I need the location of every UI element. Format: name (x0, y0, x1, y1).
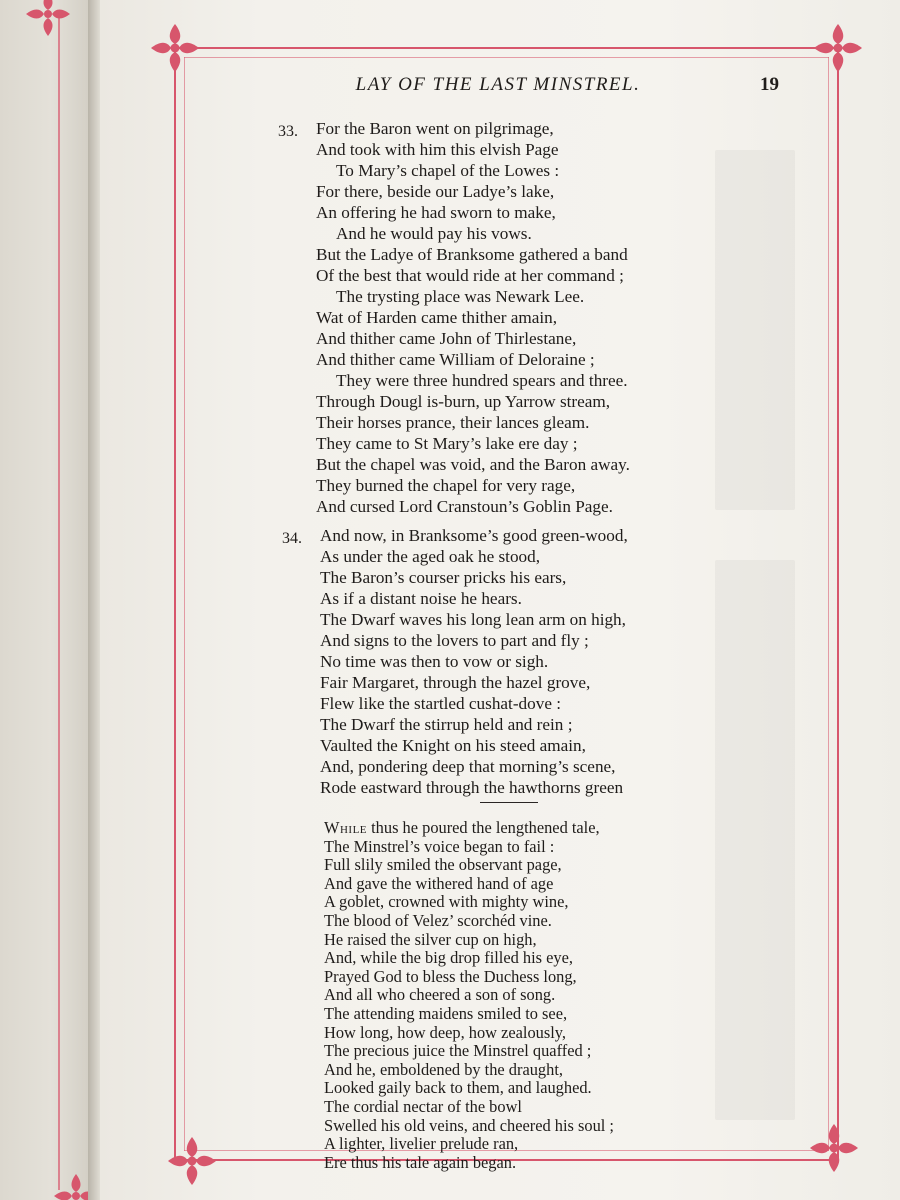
verse-line: No time was then to vow or sigh. (320, 652, 549, 671)
corner-ornament-top-right-icon (810, 20, 866, 76)
verse-line: Ere thus his tale again began. (324, 1152, 517, 1172)
verse-line: They were three hundred spears and three. (336, 371, 628, 390)
verse-line: And took with him this elvish Page (316, 140, 559, 159)
verse-line: A lighter, livelier prelude ran, (324, 1134, 519, 1154)
verse-line: Looked gaily back to them, and laughed. (324, 1078, 592, 1098)
verse-line: And, while the big drop filled his eye, (324, 948, 573, 968)
page-number: 19 (760, 74, 779, 95)
verse-line: And all who cheered a son of song. (324, 985, 556, 1005)
verse-line: Flew like the startled cushat-dove : (320, 694, 562, 713)
verse-line: Their horses prance, their lances gleam. (316, 413, 590, 432)
verse-line: As if a distant noise he hears. (320, 589, 522, 608)
verse-line: The Baron’s courser pricks his ears, (320, 568, 567, 587)
verse-line: The attending maidens smiled to see, (324, 1004, 568, 1023)
verse-line-rest: thus he poured the lengthened tale, (367, 818, 600, 837)
verse-line: And now, in Branksome’s good green-wood, (320, 526, 628, 545)
verse-line: He raised the silver cup on high, (324, 929, 537, 949)
frame-inner-right-line (828, 57, 829, 1151)
verse-line: But the Ladye of Branksome gathered a band (316, 245, 628, 264)
verse-line: Prayed God to bless the Duchess long, (324, 966, 577, 986)
verse-line: And he would pay his vows. (336, 224, 532, 243)
bleed-through-shadow (715, 560, 795, 1120)
verse-line: The trysting place was Newark Lee. (336, 287, 585, 306)
verse-line: Full slily smiled the observant page, (324, 855, 562, 875)
verse-line: To Mary’s chapel of the Lowes : (336, 161, 560, 180)
verse-line: Of the best that would ride at her command ; (316, 266, 624, 285)
verse-line: For there, beside our Ladye’s lake, (316, 182, 555, 201)
verse-line: An offering he had sworn to make, (316, 203, 556, 222)
verse-line: And thither came John of Thirlestane, (316, 329, 577, 348)
section-separator-rule (480, 802, 538, 803)
verse-line: The Dwarf the stirrup held and rein ; (320, 715, 573, 734)
running-header-title: LAY OF THE LAST MINSTREL. (355, 74, 641, 95)
frame-inner-top-line (184, 57, 829, 58)
verse-line: They burned the chapel for very rage, (316, 476, 576, 495)
facing-corner-ornament-icon (20, 0, 76, 42)
frame-top-line (174, 47, 839, 49)
verse-line: The blood of Velez’ scorchéd vine. (324, 911, 552, 930)
verse-line: And thither came William of Deloraine ; (316, 350, 595, 369)
verse-line: Vaulted the Knight on his steed amain, (320, 736, 586, 755)
verse-line: The Dwarf waves his long lean arm on high, (320, 610, 626, 629)
verse-line: The precious juice the Minstrel quaffed ; (324, 1041, 592, 1061)
corner-ornament-bottom-right-icon (806, 1120, 862, 1176)
frame-left-line (174, 47, 176, 1161)
verse-line: Rode eastward through the hawthorns green (320, 778, 624, 797)
verse-line: But the chapel was void, and the Baron away. (316, 455, 630, 474)
frame-inner-left-line (184, 57, 185, 1151)
verse-line: And cursed Lord Cranstoun’s Goblin Page. (316, 497, 613, 516)
verse-line: They came to St Mary’s lake ere day ; (316, 434, 578, 453)
verse-line: And signs to the lovers to part and fly ; (320, 631, 589, 650)
facing-page-rule (58, 10, 60, 1190)
verse-line: For the Baron went on pilgrimage, (316, 119, 554, 138)
stanza-number: 34. (282, 530, 302, 547)
verse-line: The cordial nectar of the bowl (324, 1097, 522, 1116)
verse-line: And he, emboldened by the draught, (324, 1059, 563, 1079)
verse-line: Wat of Harden came thither amain, (316, 308, 558, 327)
frame-right-line (837, 47, 839, 1161)
verse-line: How long, how deep, how zealously, (324, 1022, 567, 1042)
stanza-number: 33. (278, 123, 298, 140)
verse-line: The Minstrel’s voice began to fail : (324, 836, 555, 856)
verse-line: Swelled his old veins, and cheered his soul ; (324, 1115, 614, 1135)
bleed-through-shadow (715, 150, 795, 510)
corner-ornament-bottom-left-icon (164, 1133, 220, 1189)
facing-page-edge (0, 0, 92, 1200)
verse-line: A goblet, crowned with mighty wine, (324, 892, 569, 912)
verse-line: As under the aged oak he stood, (320, 547, 541, 566)
corner-ornament-top-left-icon (147, 20, 203, 76)
drop-word: While (324, 818, 368, 837)
verse-line: And, pondering deep that morning’s scene, (320, 757, 616, 776)
verse-line: And gave the withered hand of age (324, 873, 554, 893)
verse-line: Through Dougl is-burn, up Yarrow stream, (316, 392, 611, 411)
verse-line: Fair Margaret, through the hazel grove, (320, 673, 591, 692)
verse-line (324, 818, 600, 838)
